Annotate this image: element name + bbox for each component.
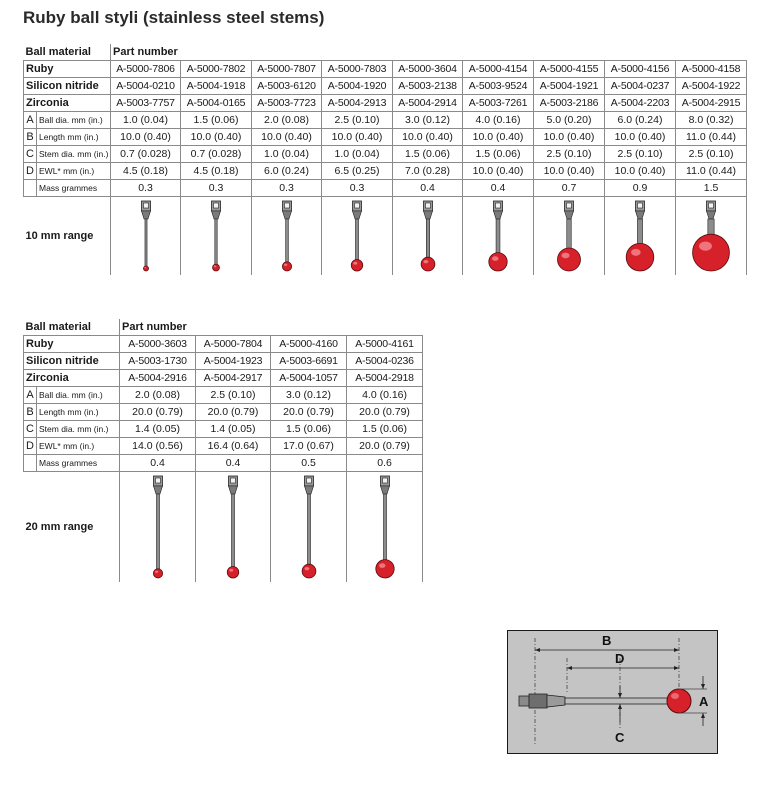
stylus-image-cell	[676, 197, 747, 276]
spec-value-cell: 11.0 (0.44)	[676, 163, 747, 180]
ruby-ball	[143, 266, 148, 271]
part-number-cell: A-5004-2203	[605, 95, 676, 112]
stylus-image-cell	[463, 197, 534, 276]
mass-value-cell: 0.5	[271, 455, 347, 472]
spec-value-cell: 1.5 (0.06)	[393, 146, 463, 163]
spec-value-cell: 8.0 (0.32)	[676, 112, 747, 129]
spec-value-cell: 20.0 (0.79)	[347, 404, 423, 421]
material-header: Ball material	[24, 44, 111, 61]
range-label: 10 mm range	[24, 197, 111, 276]
spec-value-cell: 10.0 (0.40)	[463, 129, 534, 146]
part-number-cell: A-5000-7803	[322, 61, 393, 78]
spec-value-cell: 10.0 (0.40)	[393, 129, 463, 146]
spec-value-cell: 20.0 (0.79)	[347, 438, 423, 455]
part-number-cell: A-5004-0210	[111, 78, 181, 95]
material-name: Ruby	[24, 336, 120, 353]
part-number-cell: A-5004-1918	[181, 78, 252, 95]
stylus-illustration	[615, 197, 665, 273]
spec-value-cell: 2.5 (0.10)	[196, 387, 271, 404]
part-number-cell: A-5004-1923	[196, 353, 271, 370]
spec-value-cell: 14.0 (0.56)	[120, 438, 196, 455]
stylus-illustration	[208, 472, 258, 580]
mass-value-cell: 1.5	[676, 180, 747, 197]
spec-label: Ball dia. mm (in.)	[37, 112, 111, 129]
spec-letter: C	[24, 421, 37, 438]
ruby-ball	[213, 264, 220, 271]
spec-value-cell: 16.4 (0.64)	[196, 438, 271, 455]
stylus-image-cell	[111, 197, 181, 276]
ruby-ball	[282, 262, 291, 271]
stylus-illustration	[191, 197, 241, 273]
spec-row	[24, 163, 747, 180]
material-row	[24, 95, 747, 112]
spec-value-cell: 20.0 (0.79)	[271, 404, 347, 421]
part-number-cell: A-5004-2916	[120, 370, 196, 387]
part-number-header: Part number	[111, 44, 747, 61]
stylus-illustration	[360, 472, 410, 580]
stylus-illustration	[473, 197, 523, 273]
ruby-ball	[421, 257, 435, 271]
part-number-cell: A-5000-3603	[120, 336, 196, 353]
spec-value-cell: 0.7 (0.028)	[111, 146, 181, 163]
spec-value-cell: 6.0 (0.24)	[252, 163, 322, 180]
spec-value-cell: 10.0 (0.40)	[534, 129, 605, 146]
part-number-cell: A-5004-0165	[181, 95, 252, 112]
spec-letter: C	[24, 146, 37, 163]
mass-value-cell: 0.4	[196, 455, 271, 472]
table-header	[24, 44, 747, 61]
part-number-cell: A-5000-3604	[393, 61, 463, 78]
stylus-image-cell	[393, 197, 463, 276]
ruby-ball	[626, 243, 654, 271]
stylus-image-row	[24, 472, 423, 583]
mass-row	[24, 180, 747, 197]
part-number-cell: A-5004-2917	[196, 370, 271, 387]
page-title: Ruby ball styli (stainless steel stems)	[23, 8, 325, 27]
ruby-ball	[489, 253, 507, 271]
mass-value-cell: 0.3	[181, 180, 252, 197]
spec-value-cell: 4.5 (0.18)	[111, 163, 181, 180]
spec-row	[24, 421, 423, 438]
part-number-cell: A-5003-6691	[271, 353, 347, 370]
spec-label: EWL* mm (in.)	[37, 163, 111, 180]
part-number-cell: A-5004-1921	[534, 78, 605, 95]
spec-row	[24, 438, 423, 455]
stylus-image-row	[24, 197, 747, 276]
part-number-cell: A-5000-4154	[463, 61, 534, 78]
spec-row	[24, 404, 423, 421]
part-number-cell: A-5000-7806	[111, 61, 181, 78]
stylus-image-cell	[534, 197, 605, 276]
spec-label: Length mm (in.)	[37, 129, 111, 146]
dimension-diagram	[507, 630, 718, 754]
spec-value-cell: 6.0 (0.24)	[605, 112, 676, 129]
spec-value-cell: 2.0 (0.08)	[252, 112, 322, 129]
stylus-image-cell	[252, 197, 322, 276]
mass-label: Mass grammes	[37, 180, 111, 197]
ruby-ball	[227, 567, 239, 579]
spec-value-cell: 0.7 (0.028)	[181, 146, 252, 163]
part-number-cell: A-5003-2186	[534, 95, 605, 112]
spec-value-cell: 10.0 (0.40)	[534, 163, 605, 180]
spec-value-cell: 2.5 (0.10)	[605, 146, 676, 163]
spec-value-cell: 1.0 (0.04)	[252, 146, 322, 163]
spec-value-cell: 4.0 (0.16)	[463, 112, 534, 129]
mass-value-cell: 0.4	[120, 455, 196, 472]
spec-value-cell: 20.0 (0.79)	[196, 404, 271, 421]
part-number-cell: A-5004-2914	[393, 95, 463, 112]
spec-value-cell: 10.0 (0.40)	[605, 129, 676, 146]
part-number-cell: A-5000-4161	[347, 336, 423, 353]
spec-letter: A	[24, 112, 37, 129]
spec-value-cell: 1.0 (0.04)	[322, 146, 393, 163]
ruby-ball	[667, 689, 691, 713]
spec-value-cell: 1.4 (0.05)	[196, 421, 271, 438]
spec-label: Stem dia. mm (in.)	[37, 421, 120, 438]
part-number-cell: A-5003-1730	[120, 353, 196, 370]
part-number-cell: A-5000-7802	[181, 61, 252, 78]
material-row	[24, 336, 423, 353]
label-d: D	[615, 651, 625, 666]
spec-value-cell: 1.4 (0.05)	[120, 421, 196, 438]
spec-value-cell: 4.0 (0.16)	[347, 387, 423, 404]
stylus-illustration	[262, 197, 312, 273]
part-number-cell: A-5000-4155	[534, 61, 605, 78]
ruby-ball	[351, 260, 363, 272]
spec-value-cell: 10.0 (0.40)	[252, 129, 322, 146]
part-number-cell: A-5000-4160	[271, 336, 347, 353]
material-name: Silicon nitride	[24, 353, 120, 370]
stylus-image-cell	[347, 472, 423, 583]
spec-row	[24, 129, 747, 146]
part-number-header: Part number	[120, 319, 423, 336]
material-name: Zirconia	[24, 95, 111, 112]
material-name: Ruby	[24, 61, 111, 78]
spec-value-cell: 2.5 (0.10)	[322, 112, 393, 129]
label-a: A	[699, 694, 709, 709]
spec-letter: D	[24, 163, 37, 180]
stylus-illustration	[403, 197, 453, 273]
stylus-illustration	[284, 472, 334, 580]
spec-label: Stem dia. mm (in.)	[37, 146, 111, 163]
part-number-cell: A-5004-2918	[347, 370, 423, 387]
spec-letter: B	[24, 129, 37, 146]
spec-label: Length mm (in.)	[37, 404, 120, 421]
spec-value-cell: 2.5 (0.10)	[534, 146, 605, 163]
stylus-illustration	[121, 197, 171, 273]
spec-value-cell: 17.0 (0.67)	[271, 438, 347, 455]
spec-value-cell: 10.0 (0.40)	[322, 129, 393, 146]
spec-value-cell: 3.0 (0.12)	[271, 387, 347, 404]
stylus-table-10mm	[23, 44, 747, 275]
mass-value-cell: 0.9	[605, 180, 676, 197]
spec-value-cell: 11.0 (0.44)	[676, 129, 747, 146]
ruby-ball	[693, 234, 730, 271]
mass-value-cell: 0.4	[393, 180, 463, 197]
spec-row	[24, 146, 747, 163]
mass-value-cell: 0.6	[347, 455, 423, 472]
part-number-cell: A-5000-4158	[676, 61, 747, 78]
mass-label: Mass grammes	[37, 455, 120, 472]
spec-value-cell: 10.0 (0.40)	[181, 129, 252, 146]
part-number-cell: A-5000-7804	[196, 336, 271, 353]
spec-value-cell: 10.0 (0.40)	[463, 163, 534, 180]
material-row	[24, 61, 747, 78]
spec-value-cell: 1.5 (0.06)	[463, 146, 534, 163]
material-name: Zirconia	[24, 370, 120, 387]
stylus-illustration	[686, 197, 736, 273]
part-number-cell: A-5003-7757	[111, 95, 181, 112]
stylus-image-cell	[181, 197, 252, 276]
stylus-illustration	[332, 197, 382, 273]
spec-value-cell: 20.0 (0.79)	[120, 404, 196, 421]
spec-label: Ball dia. mm (in.)	[37, 387, 120, 404]
material-name: Silicon nitride	[24, 78, 111, 95]
spec-value-cell: 7.0 (0.28)	[393, 163, 463, 180]
part-number-cell: A-5003-7261	[463, 95, 534, 112]
part-number-cell: A-5000-7807	[252, 61, 322, 78]
stylus-image-cell	[322, 197, 393, 276]
spec-letter: B	[24, 404, 37, 421]
material-row	[24, 370, 423, 387]
label-b: B	[602, 633, 612, 648]
part-number-cell: A-5004-2915	[676, 95, 747, 112]
material-row	[24, 353, 423, 370]
spec-value-cell: 1.5 (0.06)	[347, 421, 423, 438]
stylus-image-cell	[271, 472, 347, 583]
spec-row	[24, 112, 747, 129]
mass-value-cell: 0.3	[111, 180, 181, 197]
part-number-cell: A-5000-4156	[605, 61, 676, 78]
part-number-cell: A-5004-1920	[322, 78, 393, 95]
part-number-cell: A-5003-6120	[252, 78, 322, 95]
spec-label: EWL* mm (in.)	[37, 438, 120, 455]
mass-value-cell: 0.4	[463, 180, 534, 197]
part-number-cell: A-5004-0237	[605, 78, 676, 95]
spec-value-cell: 3.0 (0.12)	[393, 112, 463, 129]
spec-value-cell: 1.5 (0.06)	[271, 421, 347, 438]
mass-row	[24, 455, 423, 472]
stylus-table-20mm	[23, 319, 423, 582]
spec-value-cell: 1.0 (0.04)	[111, 112, 181, 129]
part-number-cell: A-5004-1922	[676, 78, 747, 95]
stylus-image-cell	[605, 197, 676, 276]
ruby-ball	[375, 560, 393, 578]
spec-value-cell: 2.5 (0.10)	[676, 146, 747, 163]
label-c: C	[615, 730, 625, 745]
spec-value-cell: 10.0 (0.40)	[605, 163, 676, 180]
part-number-cell: A-5003-9524	[463, 78, 534, 95]
ruby-ball	[153, 569, 162, 578]
spec-value-cell: 6.5 (0.25)	[322, 163, 393, 180]
ruby-ball	[558, 248, 581, 271]
spec-row	[24, 387, 423, 404]
mass-value-cell: 0.3	[322, 180, 393, 197]
part-number-cell: A-5004-1057	[271, 370, 347, 387]
part-number-cell: A-5003-2138	[393, 78, 463, 95]
part-number-cell: A-5004-2913	[322, 95, 393, 112]
spec-letter: D	[24, 438, 37, 455]
range-label: 20 mm range	[24, 472, 120, 583]
material-header: Ball material	[24, 319, 120, 336]
mass-value-cell: 0.7	[534, 180, 605, 197]
part-number-cell: A-5003-7723	[252, 95, 322, 112]
spec-value-cell: 10.0 (0.40)	[111, 129, 181, 146]
mass-value-cell: 0.3	[252, 180, 322, 197]
stylus-illustration	[544, 197, 594, 273]
spec-letter: A	[24, 387, 37, 404]
stylus-body	[529, 694, 547, 708]
ruby-ball	[302, 564, 316, 578]
spec-value-cell: 1.5 (0.06)	[181, 112, 252, 129]
part-number-cell: A-5004-0236	[347, 353, 423, 370]
spec-value-cell: 4.5 (0.18)	[181, 163, 252, 180]
stylus-image-cell	[196, 472, 271, 583]
stylus-illustration	[133, 472, 183, 580]
spec-value-cell: 2.0 (0.08)	[120, 387, 196, 404]
stylus-stem	[565, 698, 669, 704]
stylus-image-cell	[120, 472, 196, 583]
material-row	[24, 78, 747, 95]
spec-value-cell: 5.0 (0.20)	[534, 112, 605, 129]
table-header	[24, 319, 423, 336]
